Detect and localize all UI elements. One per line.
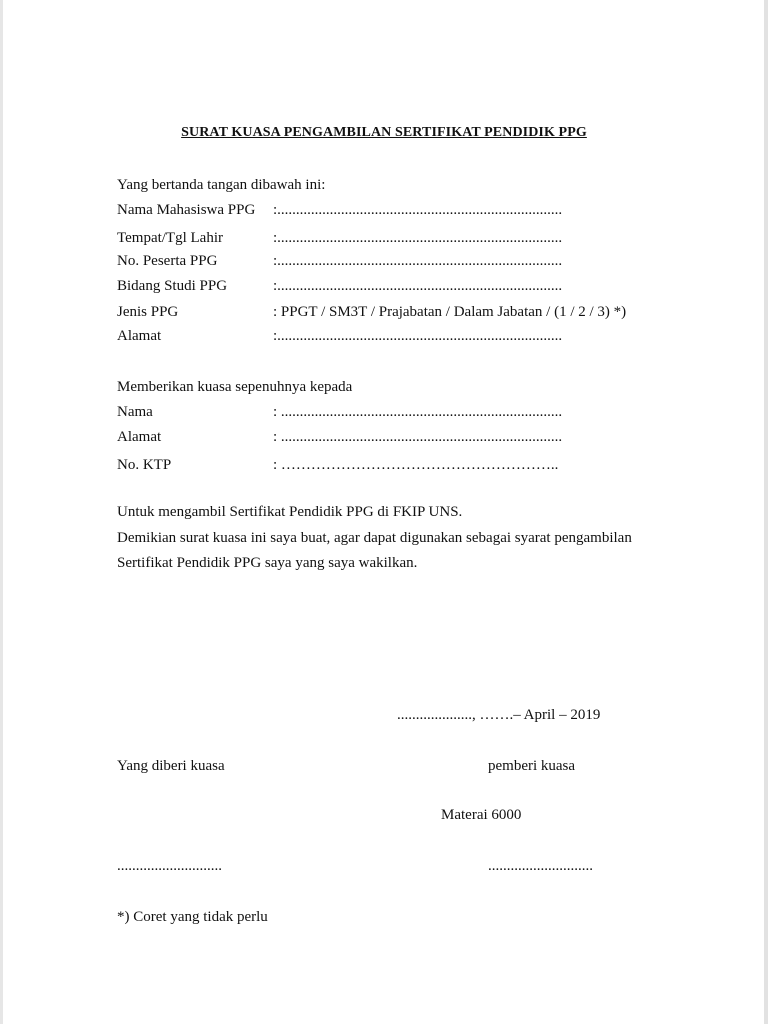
- field-value-bidang-studi: :............................................................................: [273, 278, 563, 294]
- purpose-text: Untuk mengambil Sertifikat Pendidik PPG di FKIP UNS.: [117, 504, 463, 520]
- field-label-no-peserta: No. Peserta PPG: [117, 253, 218, 269]
- field-value-no-peserta: :............................................................................: [273, 253, 563, 269]
- field-label-tempat-tgl-lahir: Tempat/Tgl Lahir: [117, 230, 223, 246]
- stamp-label: Materai 6000: [441, 807, 522, 823]
- field-value-tempat-tgl-lahir: :............................................................................: [273, 230, 563, 246]
- field-label-alamat: Alamat: [117, 328, 162, 344]
- page-edge-left: [0, 0, 3, 1024]
- field-value-nama-mahasiswa: :............................................................................: [273, 202, 563, 218]
- field-label-nama-mahasiswa: Nama Mahasiswa PPG: [117, 202, 256, 218]
- footnote: *) Coret yang tidak perlu: [117, 909, 268, 925]
- intro-text: Yang bertanda tangan dibawah ini:: [117, 177, 326, 193]
- grantee-label-alamat: Alamat: [117, 429, 162, 445]
- grantee-value-nama: : ...........................................................................: [273, 404, 563, 420]
- date-line: ...................., …….– April – 2019: [397, 707, 601, 723]
- page-edge-right: [764, 0, 768, 1024]
- grantee-signature-blank: ............................: [117, 858, 222, 874]
- grantee-signature-label: Yang diberi kuasa: [117, 758, 225, 774]
- closing-text-line-2: Sertifikat Pendidik PPG saya yang saya wakilkan.: [117, 555, 418, 571]
- field-label-bidang-studi: Bidang Studi PPG: [117, 278, 228, 294]
- grantee-intro: Memberikan kuasa sepenuhnya kepada: [117, 379, 353, 395]
- closing-text-line-1: Demikian surat kuasa ini saya buat, agar dapat digunakan sebagai syarat pengambilan: [117, 530, 632, 546]
- field-label-jenis-ppg: Jenis PPG: [117, 304, 179, 320]
- field-value-jenis-ppg: : PPGT / SM3T / Prajabatan / Dalam Jabatan / (1 / 2 / 3) *): [273, 304, 627, 320]
- grantor-signature-label: pemberi kuasa: [488, 758, 576, 774]
- grantee-value-ktp: : ………………………………………………..: [273, 457, 559, 473]
- document-title: SURAT KUASA PENGAMBILAN SERTIFIKAT PENDIDIK PPG: [181, 125, 587, 140]
- field-value-alamat: :............................................................................: [273, 328, 563, 344]
- grantee-label-ktp: No. KTP: [117, 457, 172, 473]
- grantee-label-nama: Nama: [117, 404, 153, 420]
- grantee-value-alamat: : ...........................................................................: [273, 429, 563, 445]
- grantor-signature-blank: ............................: [488, 858, 593, 874]
